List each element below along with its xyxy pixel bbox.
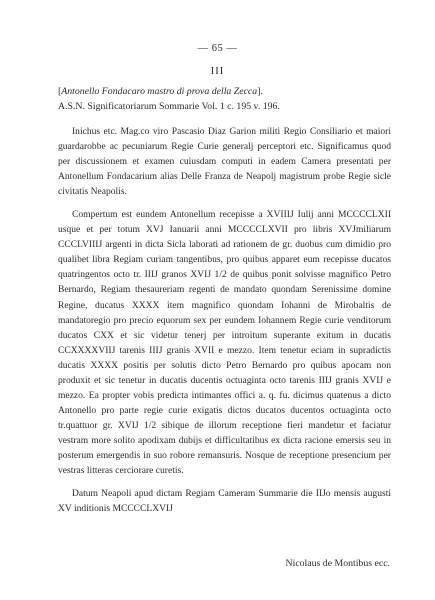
- paragraph-main: Compertum est eundem Antonellum recepisse a XVIIIJ Iulij anni MCCCCLXII usque et per totum XVJ Ianuarii anni MCCCCLXVII pro libris XVJmiliarum CCCLVIIIJ argenti in dicta Sicla laborati ad rationem de gr. duobus cum dimidio pro qualibet libra Regiam curiam tangentibus, pro quibus apparet eum recepisse ducatos quatringentos octo tr. IIIJ granos XVIJ 1/2 de quibus ponit solvisse magnifico Petro Bernardo, Regiam thesaureriam regenti de mandato quondam Serenissime domine Regine, ducatus XXXX item magnifico quondam Iohanni de Mirobaltis de mandatoregio pro precio equorum sex per eundem Iohannem Regie curie venditorum ducatos CXX et sic videtur tenerj per introitum superante exitum in ducatis CCXXXXVIIJ tarenis IIIJ granis XVII e mezzo. Item tenetur eciam in supradictis ducatis XXXX positis per solutis dicto Petro Bernardo pro quibus apocam non produxit et sic tenetur in ducatis ducentis octuaginta octo tarenis IIIJ granis XVIJ e mezzo. Ea propter vobis predicta intimantes offici a. q. fu. dicimus quatenus a dicto Antonello pro parte regie curie exigatis dictos ducatos ducentos octuaginta octo tr.quattuor gr. XVIJ 1/2 sibique de illorum receptione fieri mandetur et faciatur vestram more solito apodixam dubijs et difficultatibus ex dicta racione emersis seu in posterum emergendis in suo robore remansuris. Nosque de receptione presencium per vestras litteras cerciorare curetis.: [58, 209, 391, 477]
- paragraph-intro: Inichus etc. Mag.co viro Pascasio Diaz Garion militi Regio Consiliario et maiori guardarobbe ac pecuniarum Regie Curie generalj perceptori etc. Significamus quod per discussionem et examen cuiusdam computi in eadem Camera presentati per Antonellum Fondacarium alias Delle Franza de Neapolj magistrum probe Regie sicle civitatis Neapolis.: [58, 126, 391, 198]
- document-title-line: [58, 84, 388, 99]
- signature: Nicolaus de Montibus ecc.: [285, 558, 390, 569]
- page-number: — 65 —: [197, 43, 238, 54]
- document-number: III: [210, 66, 225, 77]
- archival-source: A.S.N. Significatoriarum Sommarie Vol. 1 c. 195 v. 196.: [58, 101, 280, 112]
- title-open-bracket: [: [58, 86, 62, 97]
- title-close-bracket: ].: [257, 86, 263, 97]
- document-header: [58, 84, 388, 114]
- document-body: [58, 124, 391, 516]
- document-title: Antonello Fondacaro mastro di prova della Zecca: [61, 86, 258, 97]
- paragraph-date: Datum Neapoli apud dictam Regiam Cameram Summarie die IIJo mensis augusti XV inditionis MCCCCLXVIJ: [58, 488, 391, 515]
